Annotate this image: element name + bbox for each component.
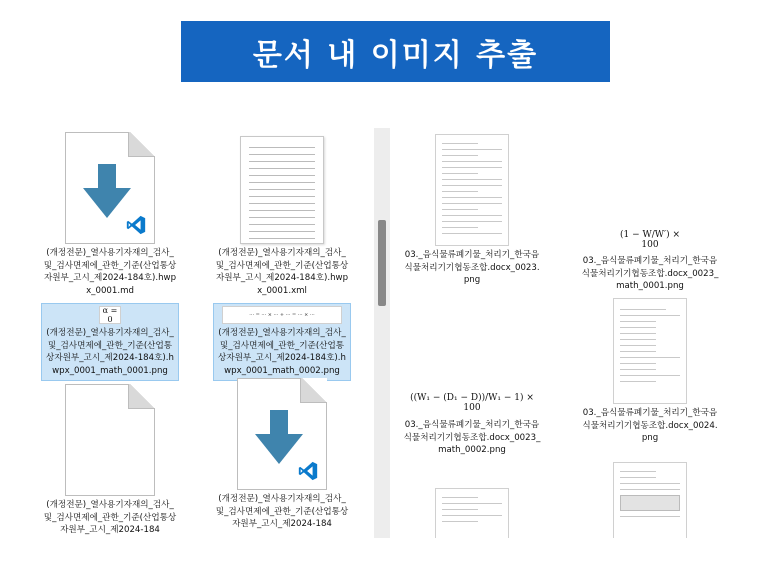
page-thumbnail <box>435 134 509 246</box>
file-tile-md-2[interactable] <box>213 378 351 534</box>
file-tile-blank[interactable] <box>41 384 179 538</box>
file-tile-math-0001[interactable] <box>41 303 179 381</box>
right-file-view <box>390 128 742 538</box>
vscode-download-file-icon <box>237 378 327 490</box>
file-name: (개정전문)_열사용기자재의_검사_및_검사면제에_관한_기준(산업통상자원부_고시_제2024-184호).hwpx_0001_math_0002.png <box>218 328 346 376</box>
vscode-download-file-icon <box>65 132 155 244</box>
file-name: (개정전문)_열사용기자재의_검사_및_검사면제에_관한_기준(산업통상자원부_고시_제2024-184호).hwpx_0001_math_0001.png <box>46 328 174 376</box>
file-tile-math-0002[interactable] <box>402 390 542 457</box>
file-name: (개정전문)_열사용기자재의_검사_및_검사면제에_관한_기준(산업통상자원부_고시_제2024-184 <box>215 494 349 529</box>
file-name: 03._음식물류폐기물_처리기_한국음식물처리기기협동조합.docx_0023.png <box>404 250 540 285</box>
blank-file-icon <box>65 384 155 496</box>
scrollbar-track[interactable] <box>374 128 390 538</box>
file-name: 03._음식물류폐기물_처리기_한국음식물처리기기협동조합.docx_0023_math_0001.png <box>581 256 719 291</box>
left-file-view <box>28 128 374 538</box>
file-tile-page-0024[interactable] <box>580 298 720 445</box>
image-thumbnail: α = 0 <box>99 306 121 324</box>
file-tile-md[interactable] <box>41 132 179 300</box>
file-name: (개정전문)_열사용기자재의_검사_및_검사면제에_관한_기준(산업통상자원부_고시_제2024-184호).hwpx_0001.md <box>43 248 177 296</box>
file-tile-math-0001[interactable] <box>580 228 720 293</box>
file-tile-math-0002[interactable] <box>213 303 351 381</box>
file-tile-xml[interactable] <box>213 132 351 300</box>
image-thumbnail: ··· = ··· × ··· + ··· = ··· × ··· <box>222 306 342 324</box>
file-name: 03._음식물류폐기물_처리기_한국음식물처리기기협동조합.docx_0024.png <box>582 408 718 443</box>
file-name: (개정전문)_열사용기자재의_검사_및_검사면제에_관한_기준(산업통상자원부_고시_제2024-184호).hwpx_0001.xml <box>215 248 349 296</box>
scrollbar-thumb[interactable] <box>378 220 386 306</box>
text-document-icon <box>240 136 324 244</box>
file-tile-partial-2[interactable] <box>580 462 720 538</box>
page-thumbnail <box>435 488 509 538</box>
file-tile-page-0023[interactable] <box>402 134 542 287</box>
page-title: 문서 내 이미지 추출 <box>181 21 610 82</box>
page-thumbnail <box>613 462 687 538</box>
page-thumbnail <box>613 298 687 404</box>
file-name: (개정전문)_열사용기자재의_검사_및_검사면제에_관한_기준(산업통상자원부_고시_제2024-184 <box>43 500 177 535</box>
formula-thumbnail: ((W₁ − (D₁ − D))/W₁ − 1) × 100 <box>407 390 537 416</box>
formula-thumbnail: (1 − W/W′) × 100 <box>610 228 690 252</box>
file-name: 03._음식물류폐기물_처리기_한국음식물처리기기협동조합.docx_0023_math_0002.png <box>403 420 541 455</box>
file-tile-partial-1[interactable] <box>402 488 542 538</box>
